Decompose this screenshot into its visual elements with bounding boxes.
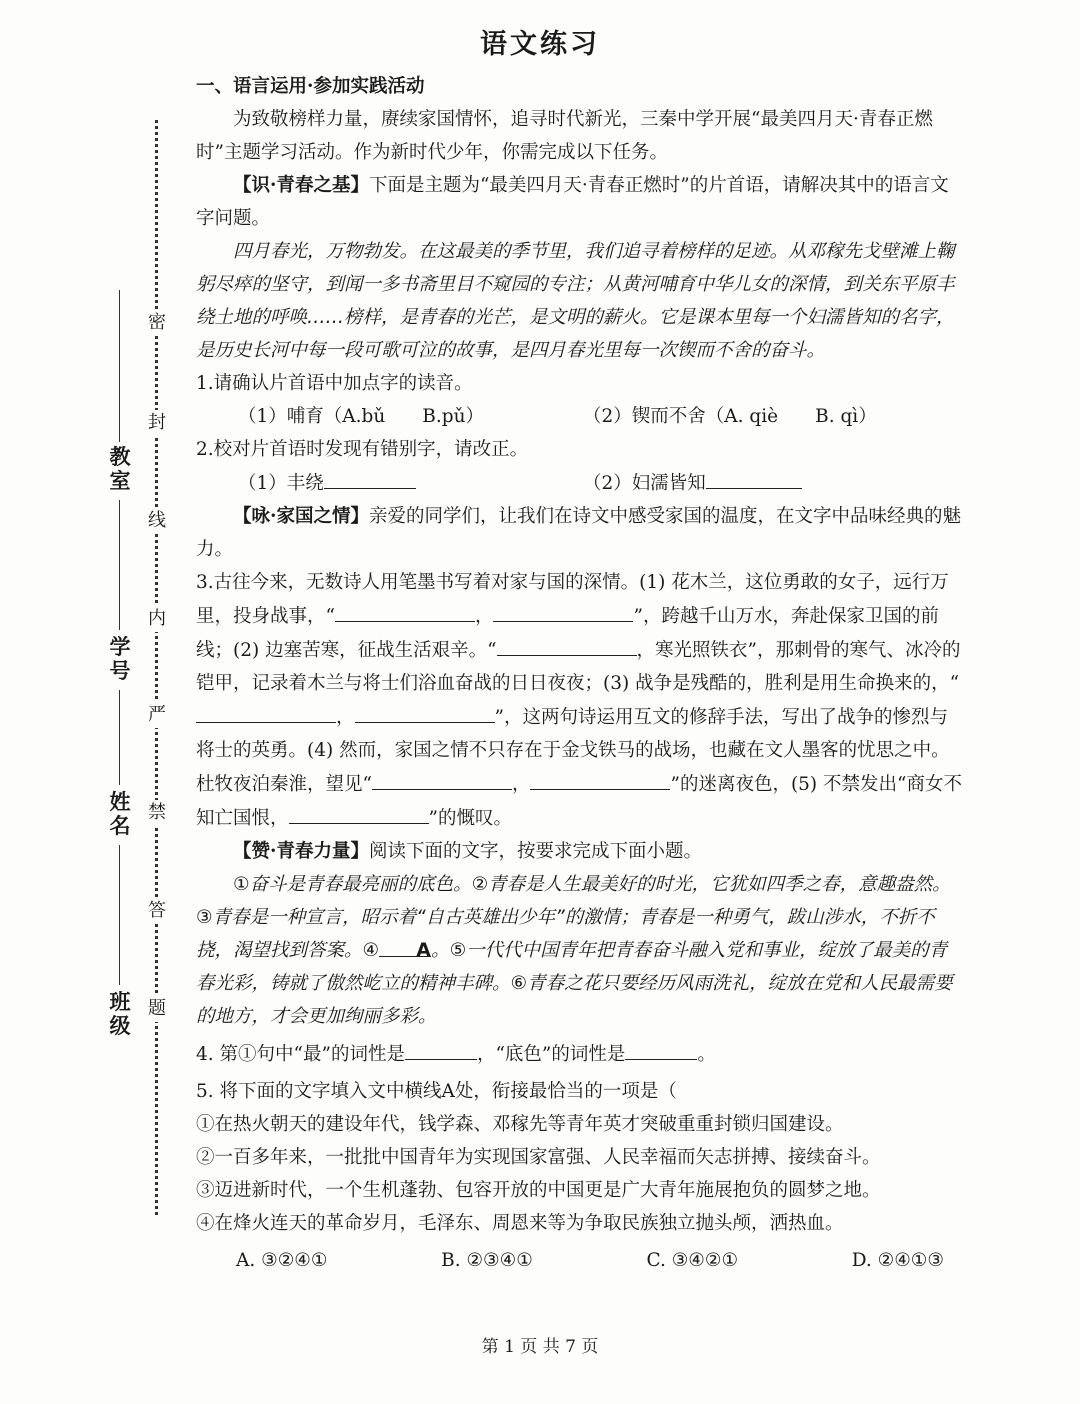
field-label-student-number: 学号 — [109, 634, 131, 683]
youth-passage: ①奋斗是青春最亮丽的底色。②青春是人生最美好的时光，它犹如四季之春，意趣盎然。③青春是一种宣言，昭示着“自古英雄出少年”的激情；青春是一种勇气，跋山涉水，不折不挠，渴望找到答案。④ A。⑤一代代中国青年把青春奋斗融入党和事业，绽放了最美的青春光彩，铸就了傲然屹立的精神丰碑。⑥青春之花只要经历风雨洗礼，绽放在党和人民最需要的地方，才会更加绚丽多彩。 — [196, 874, 953, 1027]
field-label-class: 班级 — [109, 989, 131, 1038]
question-1: 1.请确认片首语中加点字的读音。 — [196, 373, 473, 394]
field-line — [119, 690, 120, 785]
q2-answer-blank-a[interactable] — [324, 466, 416, 489]
q2-answer-blank-b[interactable] — [706, 466, 802, 489]
task1-label: 【识·青春之基】 — [233, 175, 369, 196]
question-1-options — [196, 400, 964, 433]
task3-paragraph: 【赞·青春力量】阅读下面的文字，按要求完成下面小题。 — [233, 841, 702, 862]
exam-content — [196, 70, 964, 1277]
field-line — [119, 500, 120, 630]
q3-blank-7[interactable] — [530, 767, 670, 790]
question-2-answers — [196, 466, 964, 500]
page-title: 语文练习 — [480, 29, 600, 60]
q3-blank-6[interactable] — [372, 767, 512, 790]
q5-options — [196, 1244, 964, 1277]
seal-word: 密 — [147, 310, 167, 336]
q1-option-b: （2）锲而不舍（A. qiè B. qì） — [583, 406, 877, 427]
seal-dotted-line — [155, 120, 158, 1215]
q3-blank-3[interactable] — [497, 633, 637, 656]
question-3: 3.古往今来，无数诗人用笔墨书写着对家与国的深情。(1) 花木兰，这位勇敢的女子，远行万里，投身战事，“ ， ”，跨越千山万水，奔赴保家卫国的前线；(2) 边塞苦寒，征战生活艰辛。“ ，寒光照铁衣”，那刺骨的寒气、冰冷的铠甲，记录着木兰与将士们浴血奋战的日日夜夜；(3) 战争是残酷的，胜利是用生命换来的，“， ”，这两句诗运用互文的修辞手法，写出了战争的惨烈与将士的英勇。(4) 然而，家国之情不只存在于金戈铁马的战场，也藏在文人墨客的忧思之中。杜牧夜泊秦淮，望见“ ， ”的迷离夜色，(5) 不禁发出“商女不知亡国恨， ”的慨叹。 — [196, 572, 962, 829]
question-2: 2.校对片首语时发现有错别字，请改正。 — [196, 439, 529, 460]
field-line — [119, 290, 120, 442]
q2-item-a: （1）丰绕 — [238, 473, 324, 494]
q3-blank-2[interactable] — [493, 599, 633, 622]
q4-blank-1[interactable] — [405, 1037, 477, 1060]
q1-option-a: （1）哺育（A.bǔ B.pǔ） — [238, 406, 485, 427]
page-footer: 第 1 页 共 7 页 — [481, 1337, 599, 1357]
q5-statement: ③迈进新时代，一个生机蓬勃、包容开放的中国更是广大青年施展抱负的圆梦之地。 — [196, 1180, 881, 1201]
q5-option-c[interactable]: C. ③④②① — [646, 1250, 739, 1271]
seal-word: 严 — [147, 702, 167, 728]
seal-word: 封 — [147, 410, 167, 436]
task2-label: 【咏·家国之情】 — [233, 506, 369, 527]
task1-paragraph: 【识·青春之基】下面是主题为“最美四月天·青春正燃时”的片首语，请解决其中的语言文字问题。 — [196, 175, 949, 229]
q3-blank-8[interactable] — [289, 801, 429, 824]
opening-passage: 四月春光，万物勃发。在这最美的季节里，我们追寻着榜样的足迹。从邓稼先戈壁滩上鞠躬尽瘁的坚守，到闻一多书斋里目不窥园的专注；从黄河哺育中华儿女的深情，到关东平原丰绕土地的呼唤……榜样，是青春的光芒，是文明的薪火。它是课本里每一个妇濡皆知的名字，是历史长河中每一段可歌可泣的故事，是四月春光里每一次锲而不舍的奋斗。 — [196, 241, 955, 361]
task2-paragraph: 【咏·家国之情】亲爱的同学们，让我们在诗文中感受家国的温度，在文字中品味经典的魅力。 — [196, 506, 961, 560]
q5-statement: ④在烽火连天的革命岁月，毛泽东、周恩来等为争取民族独立抛头颅，洒热血。 — [196, 1213, 844, 1234]
task3-label: 【赞·青春力量】 — [233, 841, 369, 862]
q5-statement: ①在热火朝天的建设年代，钱学森、邓稼先等青年英才突破重重封锁归国建设。 — [196, 1114, 844, 1135]
q2-item-b: （2）妇濡皆知 — [583, 473, 706, 494]
seal-word: 答 — [147, 898, 167, 924]
q5-statement: ②一百多年来，一批批中国青年为实现国家富强、人民幸福而矢志拼搏、接续奋斗。 — [196, 1147, 881, 1168]
question-4: 4. 第①句中“最”的词性是 ，“底色”的词性是 。 — [196, 1037, 964, 1071]
seal-word: 内 — [147, 606, 167, 632]
section-heading: 一、语言运用·参加实践活动 — [196, 76, 425, 97]
seal-word: 线 — [147, 508, 167, 534]
q5-option-b[interactable]: B. ②③④① — [441, 1250, 533, 1271]
q3-blank-4[interactable] — [196, 700, 336, 723]
passage-blank-a[interactable]: A — [379, 934, 431, 957]
field-label-classroom: 教室 — [109, 444, 131, 493]
q3-blank-1[interactable] — [335, 599, 475, 622]
binding-margin — [0, 0, 190, 1404]
q5-option-a[interactable]: A. ③②④① — [236, 1250, 328, 1271]
q4-blank-2[interactable] — [625, 1037, 697, 1060]
field-label-name: 姓名 — [109, 789, 131, 838]
intro-paragraph: 为致敬榜样力量，赓续家国情怀，追寻时代新光，三秦中学开展“最美四月天·青春正燃时”主题学习活动。作为新时代少年，你需完成以下任务。 — [196, 109, 933, 163]
seal-word: 题 — [147, 996, 167, 1022]
field-line — [119, 845, 120, 985]
seal-word: 禁 — [147, 800, 167, 826]
q5-option-d[interactable]: D. ②④①③ — [851, 1250, 944, 1271]
question-5: 5. 将下面的文字填入文中横线A处，衔接最恰当的一项是（ — [196, 1081, 677, 1102]
q3-blank-5[interactable] — [355, 700, 495, 723]
